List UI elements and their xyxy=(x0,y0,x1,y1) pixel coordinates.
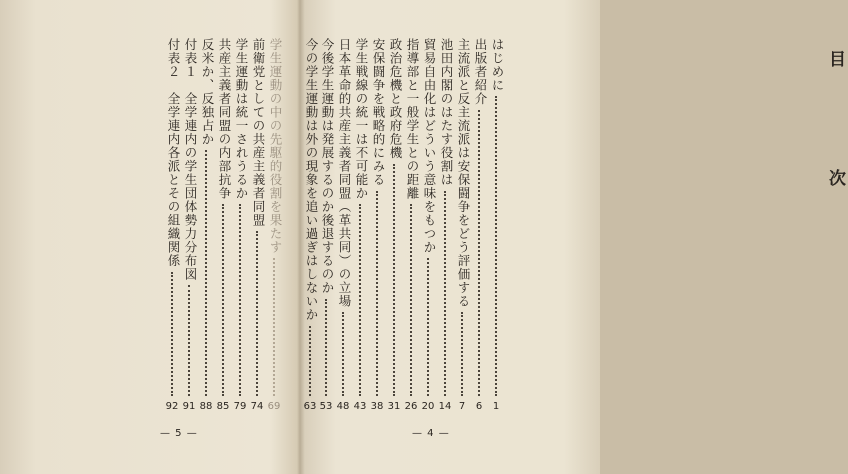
toc-entry xyxy=(215,38,231,414)
toc-entry-page: 79 xyxy=(233,401,247,412)
dot-leader xyxy=(410,204,412,396)
toc-entry-page: 91 xyxy=(182,401,196,412)
toc-entry-page: 38 xyxy=(370,401,384,412)
toc-entry xyxy=(249,38,265,414)
toc-entry xyxy=(302,38,318,414)
toc-entry xyxy=(437,38,453,414)
toc-entry-title: 安保闘争を戦略的にみる xyxy=(371,38,386,187)
dot-leader xyxy=(256,231,258,396)
toc-entry-title: 出版者紹介 xyxy=(473,38,488,106)
toc-entry-title: 今の学生運動は外の現象を追い過ぎはしないか xyxy=(304,38,319,322)
toc-entry-page: 7 xyxy=(458,401,466,412)
toc-entry-title: はじめに xyxy=(490,38,505,92)
toc-entry-page: 92 xyxy=(165,401,179,412)
toc-entry-title: 学生運動は統一されうるか xyxy=(234,38,249,200)
toc-entry-page: 31 xyxy=(387,401,401,412)
toc-entry-page: 43 xyxy=(353,401,367,412)
toc-entry-title: 学生運動の中の先駆的役割を果たす xyxy=(268,38,283,254)
toc-entry-title: 政治危機と政府危機 xyxy=(388,38,403,160)
toc-entry xyxy=(488,38,504,414)
dot-leader xyxy=(444,191,446,397)
toc-entry-page: 63 xyxy=(303,401,317,412)
dot-leader xyxy=(273,258,275,396)
page-number: — 4 — xyxy=(412,428,450,439)
dot-leader xyxy=(171,272,173,397)
toc-entry-title: 付表２ 全学連内各派とその組織関係 xyxy=(166,38,181,268)
dot-leader xyxy=(205,150,207,396)
toc-entry-title: 共産主義者同盟の内部抗争 xyxy=(217,38,232,200)
toc-entry-page: 85 xyxy=(216,401,230,412)
toc-entry-title: 今後学生運動は発展するのか後退するのか xyxy=(320,38,335,295)
toc-entry-title: 指導部と一般学生との距離 xyxy=(405,38,420,200)
dot-leader xyxy=(188,285,190,396)
dot-leader xyxy=(478,110,480,397)
toc-entry-title: 前衛党としての共産主義者同盟 xyxy=(251,38,266,227)
page-number: — 5 — xyxy=(160,428,198,439)
toc-entry xyxy=(318,38,334,414)
toc-entry xyxy=(164,38,180,414)
toc-entry xyxy=(266,38,282,414)
right-page xyxy=(302,0,845,474)
toc-entry-title: 反米か、反独占か xyxy=(200,38,215,146)
dot-leader xyxy=(309,326,311,397)
toc-entry xyxy=(420,38,436,414)
dot-leader xyxy=(495,96,497,396)
dot-leader xyxy=(461,312,463,396)
dot-leader xyxy=(376,191,378,397)
toc-entry xyxy=(352,38,368,414)
toc-entry-page: 20 xyxy=(421,401,435,412)
toc-entry xyxy=(181,38,197,414)
dot-leader xyxy=(359,204,361,396)
toc-heading: 目 次 xyxy=(825,50,845,234)
left-page xyxy=(0,0,298,474)
toc-entry-title: 日本革命的共産主義者同盟（革共同）の立場 xyxy=(337,38,352,308)
toc-entry-page: 6 xyxy=(475,401,483,412)
toc-entry xyxy=(198,38,214,414)
dot-leader xyxy=(427,258,429,396)
toc-entry-page: 88 xyxy=(199,401,213,412)
toc-entry-page: 74 xyxy=(250,401,264,412)
dot-leader xyxy=(239,204,241,396)
toc-entry-page: 26 xyxy=(404,401,418,412)
toc-entry xyxy=(454,38,470,414)
dot-leader xyxy=(325,299,327,397)
dot-leader xyxy=(393,164,395,397)
toc-entry xyxy=(403,38,419,414)
toc-entry-title: 付表１ 全学連内の学生団体勢力分布図 xyxy=(183,38,198,281)
toc-entry xyxy=(232,38,248,414)
dot-leader xyxy=(222,204,224,396)
toc-entry-title: 学生戦線の統一は不可能か xyxy=(354,38,369,200)
toc-entry-page: 53 xyxy=(319,401,333,412)
toc-entry-page: 14 xyxy=(438,401,452,412)
toc-entry-title: 主流派と反主流派は安保闘争をどう評価する xyxy=(456,38,471,308)
toc-entry-page: 69 xyxy=(267,401,281,412)
dot-leader xyxy=(342,312,344,396)
toc-entry xyxy=(369,38,385,414)
toc-entry-page: 48 xyxy=(336,401,350,412)
toc-entry xyxy=(335,38,351,414)
toc-entry-title: 池田内閣のはたす役割は xyxy=(439,38,454,187)
toc-entry xyxy=(386,38,402,414)
toc-entry xyxy=(471,38,487,414)
toc-entry-page: 1 xyxy=(492,401,500,412)
toc-entry-title: 貿易自由化はどういう意味をもつか xyxy=(422,38,437,254)
